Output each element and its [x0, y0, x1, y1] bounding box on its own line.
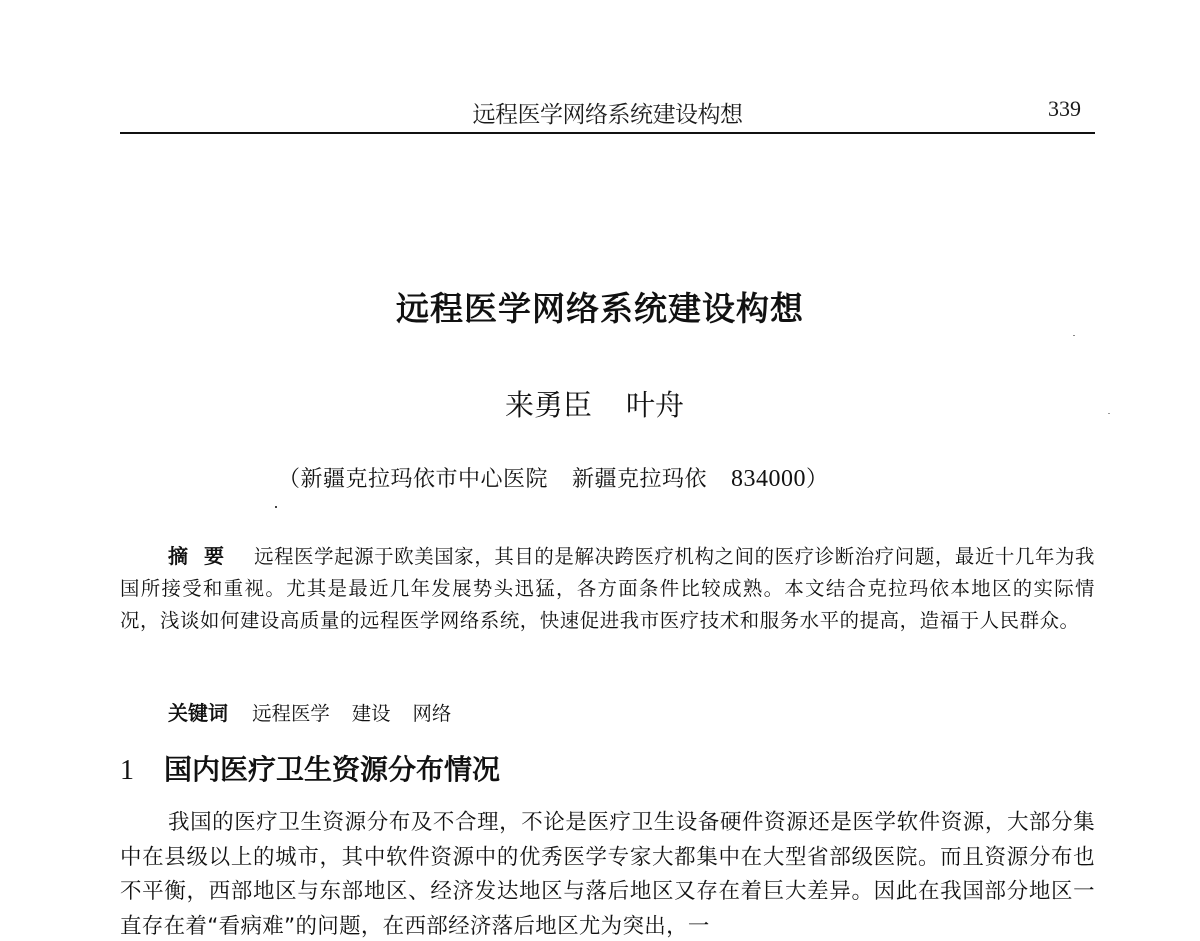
author-list: [505, 383, 684, 424]
abstract-text: 远程医学起源于欧美国家，其目的是解决跨医疗机构之间的医疗诊断治疗问题，最近十几年为我国所接受和重视。尤其是最近几年发展势头迅猛，各方面条件比较成熟。本文结合克拉玛依本地区的实际情况，浅谈如何建设高质量的远程医学网络系统，快速促进我市医疗技术和服务水平的提高，造福于人民群众。: [120, 545, 1096, 632]
body-paragraph: 我国的医疗卫生资源分布及不合理，不论是医疗卫生设备硬件资源还是医学软件资源，大部分集中在县级以上的城市，其中软件资源中的优秀医学专家大都集中在大型省部级医院。而且资源分布也不平衡，西部地区与东部地区、经济发达地区与落后地区又存在着巨大差异。因此在我国部分地区一直存在着“看病难”的问题，在西部经济落后地区尤为突出，一: [120, 810, 1095, 939]
scan-artifact: [1073, 335, 1075, 336]
section-title: 国内医疗卫生资源分布情况: [164, 753, 501, 786]
affiliation-location: 新疆克拉玛依: [572, 467, 708, 492]
section-number: 1: [120, 755, 134, 786]
affiliation: [278, 462, 829, 493]
header-rule: [120, 132, 1095, 134]
affiliation-institution: 新疆克拉玛依市中心医院: [300, 467, 549, 492]
keyword: 远程医学: [252, 702, 330, 725]
affiliation-close-paren: ）: [806, 467, 829, 492]
section-heading: [120, 748, 500, 788]
running-header-title: 远程医学网络系统建设构想: [472, 102, 743, 128]
scan-artifact: [1108, 413, 1110, 414]
abstract-label: 摘要: [168, 544, 241, 568]
author-name: 来勇臣: [505, 388, 593, 422]
keywords-label: 关键词: [168, 701, 228, 725]
affiliation-open-paren: （: [278, 467, 301, 492]
keyword: 建设: [351, 702, 391, 725]
affiliation-zip: 834000: [731, 466, 807, 492]
scan-artifact: [275, 506, 277, 508]
author-name: 叶舟: [626, 388, 685, 422]
running-header: [120, 92, 1095, 130]
keyword: 网络: [412, 702, 452, 725]
abstract: [120, 540, 1095, 637]
page-number: 339: [1048, 96, 1081, 121]
paper-title: 远程医学网络系统建设构想: [396, 289, 804, 328]
keywords: [168, 697, 451, 726]
